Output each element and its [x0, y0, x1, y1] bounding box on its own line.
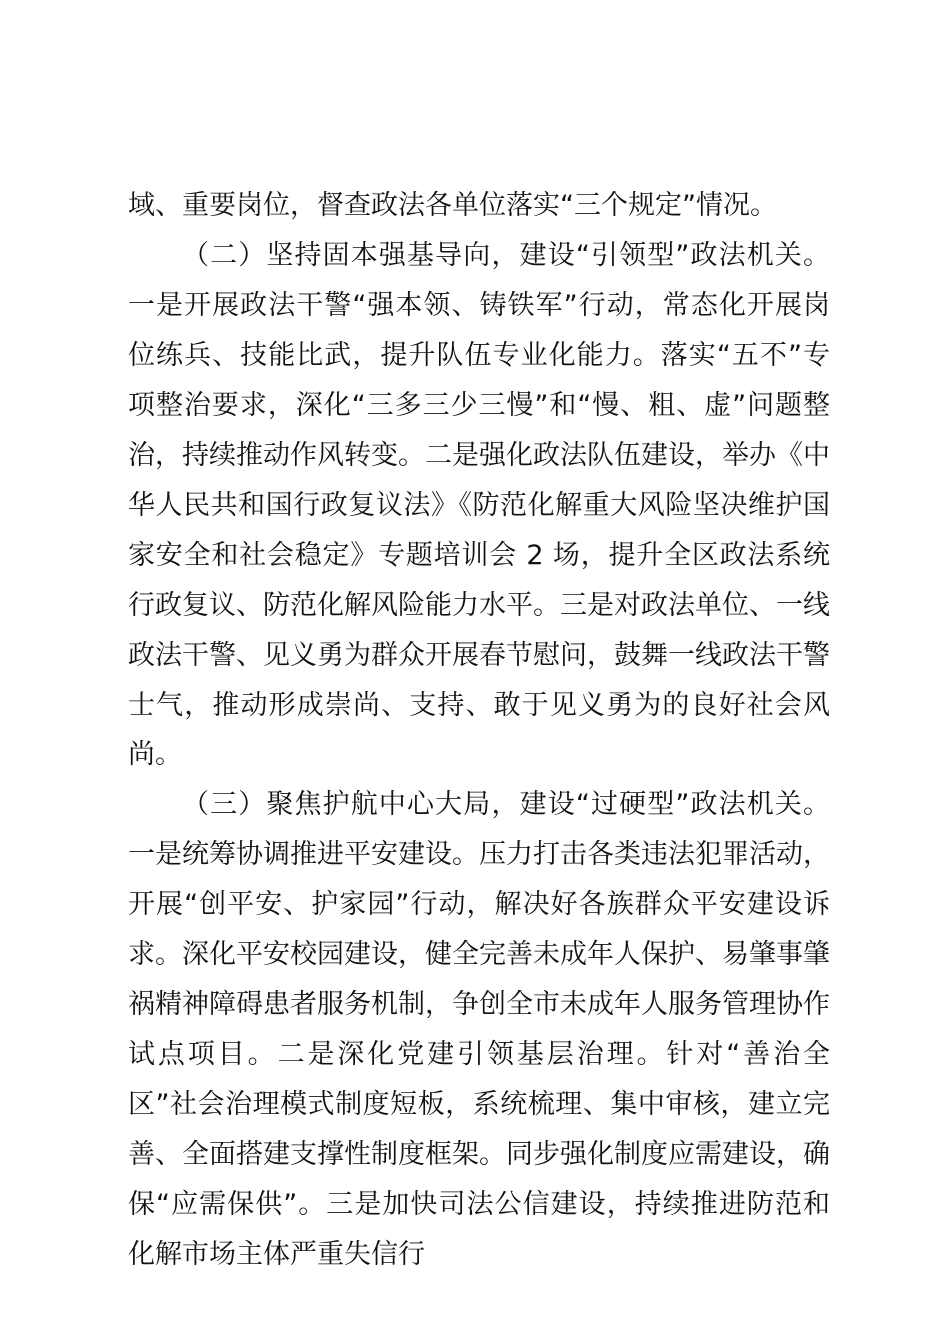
paragraph-section-two: （二）坚持固本强基导向，建设“引领型”政法机关。一是开展政法干警“强本领、铸铁军”行动，常态化开展岗位练兵、技能比武，提升队伍专业化能力。落实“五不”专项整治要求，深化“三多三少三慢”和“慢、粗、虚”问题整治，持续推动作风转变。二是强化政法队伍建设，举办《中华人民共和国行政复议法》《防范化解重大风险坚决维护国家安全和社会稳定》专题培训会 2 场，提升全区政法系统行政复议、防范化解风险能力水平。三是对政法单位、一线政法干警、见义勇为群众开展春节慰问，鼓舞一线政法干警士气，推动形成崇尚、支持、敢于见义勇为的良好社会风尚。 [128, 239, 830, 771]
paragraph-continuation: 域、重要岗位，督查政法各单位落实“三个规定”情况。 [128, 190, 777, 221]
paragraph-section-three: （三）聚焦护航中心大局，建设“过硬型”政法机关。一是统筹协调推进平安建设。压力打击各类违法犯罪活动，开展“创平安、护家园”行动，解决好各族群众平安建设诉求。深化平安校园建设，健全完善未成年人保护、易肇事肇祸精神障碍患者服务机制，争创全市未成年人服务管理协作试点项目。二是深化党建引领基层治理。针对“善治全区”社会治理模式制度短板，系统梳理、集中审核，建立完善、全面搭建支撑性制度框架。同步强化制度应需建设，确保“应需保供”。三是加快司法公信建设，持续推进防范和化解市场主体严重失信行 [128, 789, 830, 1271]
document-body [128, 181, 830, 1280]
